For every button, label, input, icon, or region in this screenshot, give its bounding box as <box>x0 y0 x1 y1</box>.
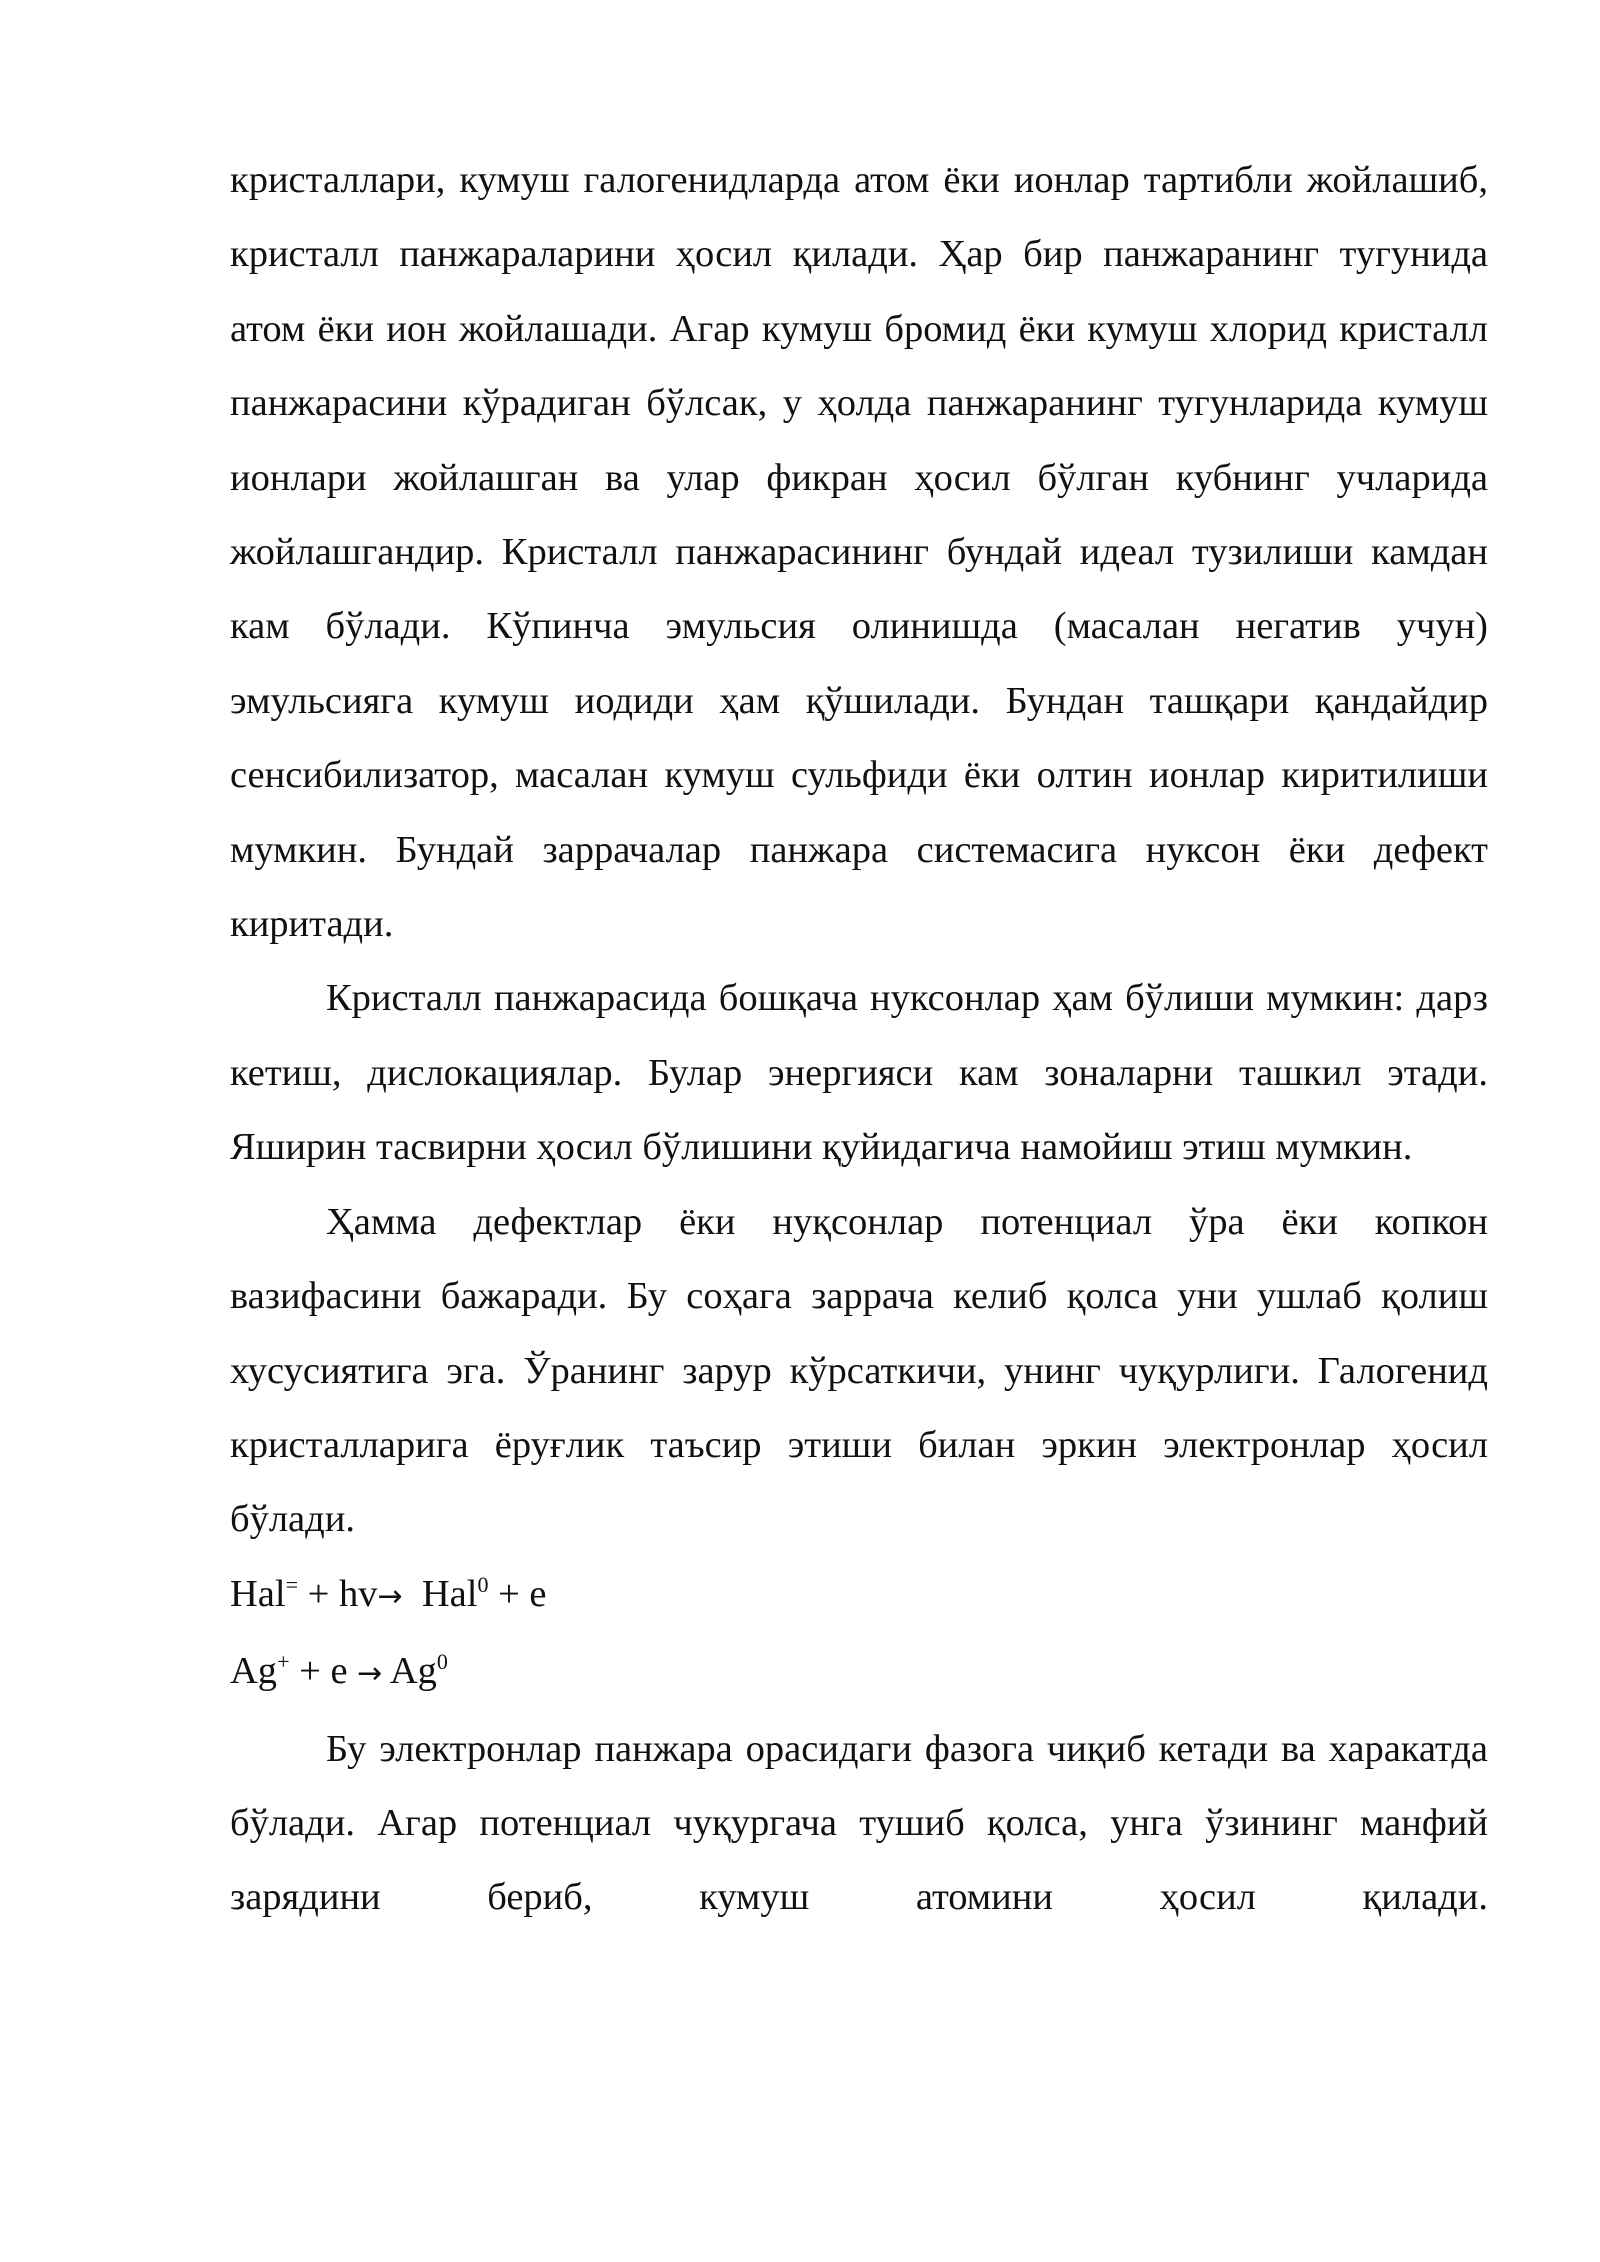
formula-2-plus-e: + e <box>289 1650 358 1693</box>
formula-silver-reduction <box>230 1634 1488 1711</box>
formula-2-arrow: → <box>357 1656 383 1692</box>
paragraph-1: кристаллари, кумуш галогенидларда атом ёки ионлар тартибли жойлашиб, кристалл панжараларини ҳосил қилади. Ҳар бир панжаранинг тугунида атом ёки ион жойлашади. Агар кумуш бромид ёки кумуш хлорид кристалл панжарасини кўрадиган бўлсак, у ҳолда панжаранинг тугунларида кумуш ионлари жойлашган ва улар фикран ҳосил бўлган кубнинг учларида жойлашгандир. Кристалл панжарасининг бундай идеал тузилиши камдан кам бўлади. Кўпинча эмульсия олинишда (масалан негатив учун) эмульсияга кумуш иодиди ҳам қўшилади. Бундан ташқари қандайдир сенсибилизатор, масалан кумуш сульфиди ёки олтин ионлар киритилиши мумкин. Бундай заррачалар панжара системасига нуксон ёки дефект киритади. <box>230 159 1488 946</box>
formula-1-lhs-base: Hal <box>230 1572 286 1615</box>
formula-2-lhs-sup: + <box>277 1649 290 1675</box>
formula-halide-photolysis <box>230 1557 1488 1634</box>
formula-1-lhs-sup: = <box>285 1571 299 1597</box>
formula-2-lhs-base: Ag <box>230 1650 278 1693</box>
formula-1-rhs-sup: 0 <box>477 1571 489 1597</box>
formula-1-plus-hv: + hv <box>298 1572 378 1615</box>
formula-1-rhs-base: Hal <box>402 1572 478 1615</box>
paragraph-4: Бу электронлар панжара орасидаги фазога чиқиб кетади ва харакатда бўлади. Агар потенциал чуқургача тушиб қолса, унга ўзининг манфий зарядини бериб, кумуш атомини ҳосил қилади. <box>230 1727 1488 1919</box>
paragraph-2: Кристалл панжарасида бошқача нуксонлар ҳам бўлиши мумкин: дарз кетиш, дислокациялар. Булар энергияси кам зоналарни ташкил этади. Яширин тасвирни ҳосил бўлишини қуйидагича намойиш этиш мумкин. <box>230 977 1488 1169</box>
paragraph-3: Ҳамма дефектлар ёки нуқсонлар потенциал ўра ёки копкон вазифасини бажаради. Бу соҳага заррача келиб қолса уни ушлаб қолиш хусусиятига эга. Ўранинг зарур кўрсаткичи, унинг чуқурлиги. Галогенид кристалларига ёруғлик таъсир этиши билан эркин электронлар ҳосил бўлади. <box>230 1200 1488 1541</box>
document-body <box>230 143 1488 1935</box>
formula-2-rhs-sup: 0 <box>436 1649 448 1675</box>
formula-1-arrow: → <box>377 1578 403 1614</box>
formula-2-rhs-base: Ag <box>382 1650 437 1693</box>
formula-1-plus-e: + e <box>488 1572 547 1615</box>
